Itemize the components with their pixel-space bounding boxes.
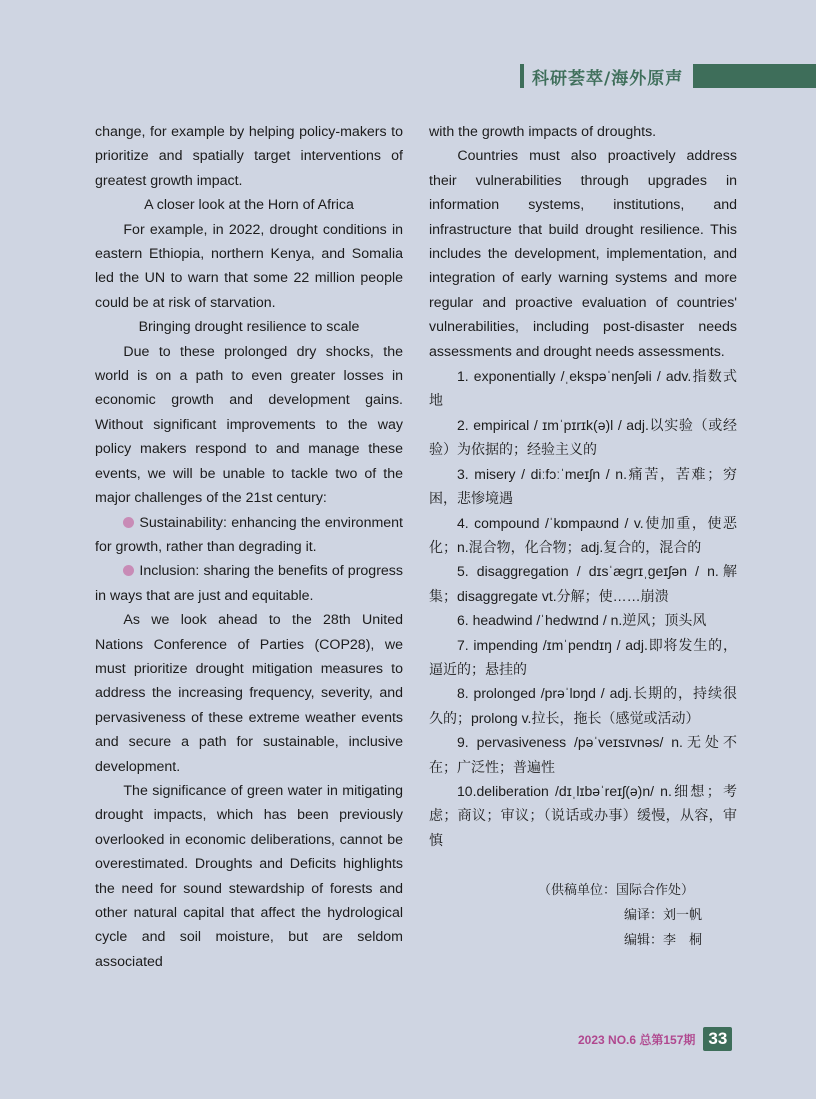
vocab-item: 7. impending /ɪmˈpendɪŋ / adj.即将发生的，逼近的；悬挂的 (429, 636, 737, 677)
bullet-dot-icon (123, 565, 134, 576)
vocab-item: 1. exponentially /ˌekspəˈnenʃəli / adv.指数式地 (429, 368, 737, 409)
vocab-item: 6. headwind /ˈhedwɪnd / n.逆风；顶头风 (457, 612, 707, 629)
vocab-item: 8. prolonged /prəˈlɒŋd / adj.长期的，持续很久的；prolong v.拉长，拖长（感觉或活动） (429, 685, 737, 726)
subheading: Bringing drought resilience to scale (138, 319, 360, 336)
paragraph: with the growth impacts of droughts. (429, 124, 657, 140)
bullet-dot-icon (123, 517, 134, 528)
vocab-item: 3. misery / diːfɔːˈmeɪʃn / n.痛苦，苦难；穷困，悲惨境遇 (429, 465, 737, 507)
bullet-item (95, 559, 403, 608)
vocab-item: 2. empirical / ɪmˈpɪrɪk(ə)l / adj.以实验（或经验）为依据的；经验主义的 (429, 416, 737, 458)
vocab-item: 10.deliberation /dɪˌlɪbəˈreɪʃ(ə)n/ n.细想；考虑；商议；审议；（说话或办事）缓慢，从容，审慎 (429, 782, 737, 848)
vocab-item: 4. compound /ˈkɒmpaʊnd / v.使加重，使恶化；n.混合物，化合物；adj.复合的，混合的 (429, 514, 737, 555)
vocab-item: 5. disaggregation / dɪsˈægrɪˌgeɪʃən / n.解集；disaggregate vt.分解；使……崩溃 (429, 563, 737, 604)
page-footer (578, 1027, 732, 1051)
bullet-text: Sustainability: enhancing the environment for growth, rather than degrading it. (95, 514, 403, 555)
issue-label: 2023 NO.6 总第157期 (578, 1032, 696, 1047)
paragraph: change, for example by helping policy-makers to prioritize and spatially target interventions of greatest growth impact. (95, 124, 403, 189)
bullet-text: Inclusion: sharing the benefits of progress in ways that are just and equitable. (95, 563, 403, 604)
subheading: A closer look at the Horn of Africa (144, 197, 354, 214)
credit-editor: 编辑：李 桐 (624, 933, 703, 948)
bullet-item (95, 511, 403, 560)
credit-source: （供稿单位：国际合作处） (538, 883, 695, 898)
vocabulary-list (429, 364, 737, 852)
paragraph: Countries must also proactively address their vulnerabilities through upgrades in information systems, institutions, and infrastructure that build drought resilience. This includes the development, implementation, and integration of early warning systems and more regular and proactive evaluation of countries' vulnerabilities, including post-disaster needs assessments and drought needs assessments. (429, 148, 737, 360)
credits (520, 878, 702, 953)
header-bar-left (520, 64, 524, 88)
paragraph: The significance of green water in mitigating drought impacts, which has been previously overlooked in economic deliberations, cannot be overestimated. Droughts and Deficits highlights the need for sound stewardship of forests and other natural capital that affect the hydrological cycle and soil moisture, but are seldom associated (95, 782, 403, 970)
right-column (429, 120, 737, 852)
header-bar-right (693, 64, 816, 88)
paragraph: As we look ahead to the 28th United Nations Conference of Parties (COP28), we must prioritize drought mitigation measures to address the increasing frequency, severity, and pervasiveness of these extreme weather events and secure a path for sustainable, inclusive development. (95, 612, 403, 775)
vocab-item: 9. pervasiveness /pəˈveɪsɪvnəs/ n.无处不在；广泛性；普遍性 (429, 734, 737, 775)
page-number: 33 (703, 1027, 732, 1051)
left-column (95, 120, 403, 974)
section-header (520, 64, 816, 88)
section-title: 科研荟萃/海外原声 (532, 68, 684, 89)
credit-translator: 编译：刘一帆 (624, 908, 703, 923)
paragraph: For example, in 2022, drought conditions in eastern Ethiopia, northern Kenya, and Somalia led the UN to warn that some 22 million people could be at risk of starvation. (95, 221, 403, 311)
paragraph: Due to these prolonged dry shocks, the world is on a path to even greater losses in economic growth and development gains. Without significant improvements to the way policy makers respond to and manage these events, we will be unable to tackle two of the major challenges of the 21st century: (95, 343, 403, 507)
